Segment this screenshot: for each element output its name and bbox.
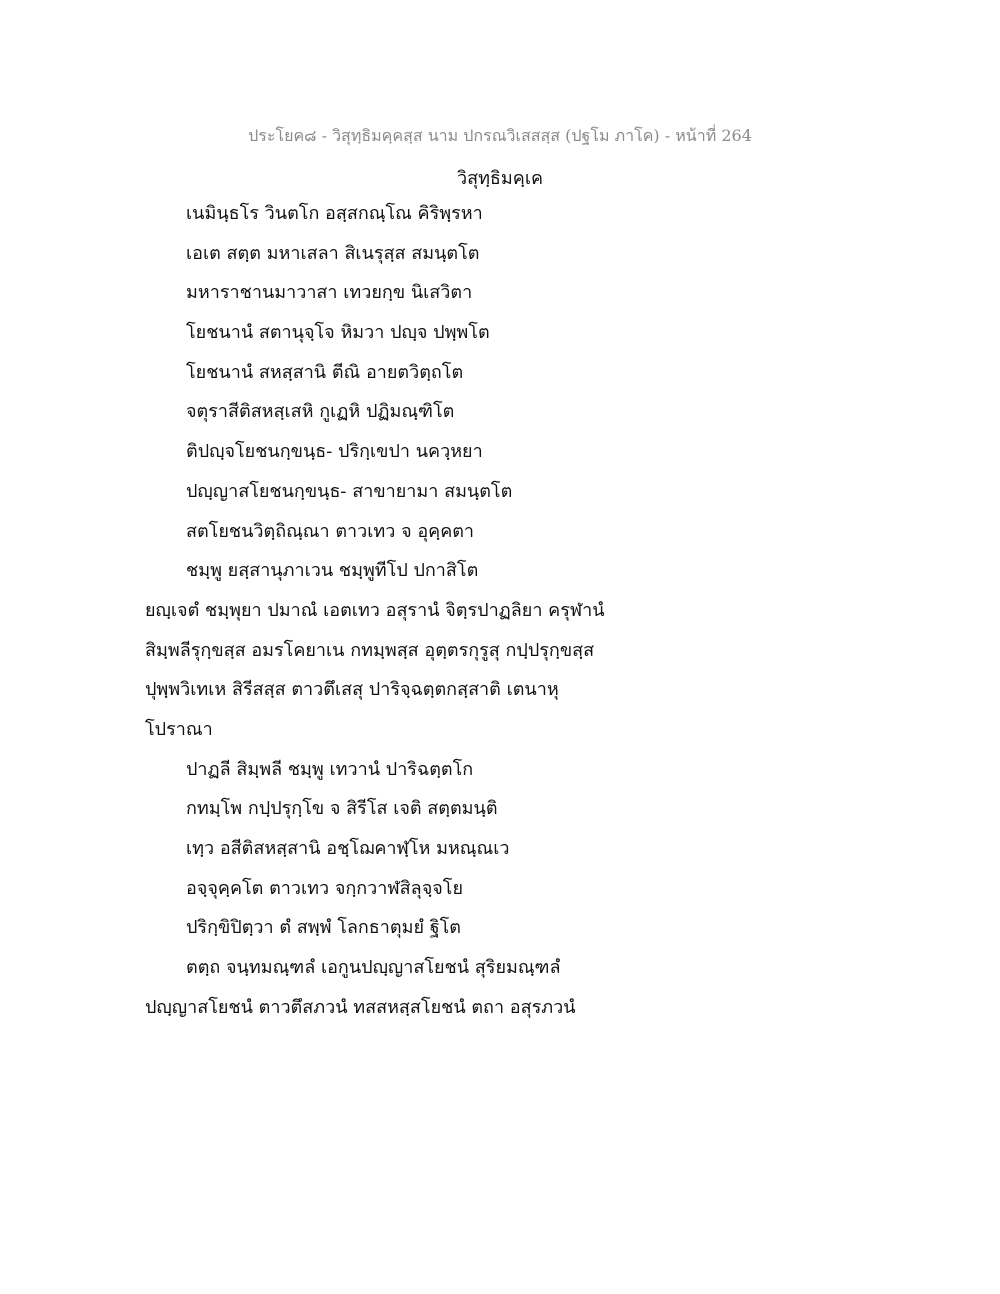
verse-line: เทฺว อสีติสหสฺสานิ อชฺโฌคาฬฺโห มหณฺณเว xyxy=(186,838,510,859)
verse-line: โยชนานํ สตานุจฺโจ หิมวา ปญฺจ ปพฺพโต xyxy=(186,322,490,344)
prose-line: โปราณา xyxy=(145,718,213,740)
verse-line: สตโยชนวิตฺถิณฺณา ตาวเทว จ อุคฺคตา xyxy=(186,520,475,542)
prose-line: ยญฺเจตํ ชมฺพุยา ปมาณํ เอตเทว อสุรานํ จิตฺรปาฏลิยา ครุฬานํ xyxy=(145,599,605,621)
verse-line: เนมินฺธโร วินตโก อสฺสกณฺโณ คิริพฺรหา xyxy=(186,203,483,224)
verse-line: ชมฺพู ยสฺสานุภาเวน ชมฺพูทีโป ปกาสิโต xyxy=(186,560,479,582)
verse-line: เอเต สตฺต มหาเสลา สิเนรุสฺส สมนฺตโต xyxy=(186,242,480,264)
verse-line: อจฺจุคฺคโต ตาวเทว จกฺกวาฬสิลุจฺจโย xyxy=(186,877,464,899)
verse-line: ปญฺญาสโยชนกฺขนฺธ- สาขายามา สมนฺตโต xyxy=(186,480,513,502)
prose-line: สิมฺพลีรุกฺขสฺส อมรโคยาเน กทมฺพสฺส อุตฺตรกุรูสุ กปฺปรุกฺขสฺส xyxy=(145,639,595,661)
verse-line: ปาฏลี สิมฺพลี ชมฺพู เทวานํ ปาริฉตฺตโก xyxy=(186,758,474,780)
prose-line: ปุพฺพวิเทเห สิรีสสฺส ตาวตึเสสุ ปาริจฺฉตฺตกสฺสาติ เตนาหุ xyxy=(145,679,559,701)
section-title: วิสุทฺธิมคฺเค xyxy=(456,168,544,189)
body-text xyxy=(145,198,865,1031)
verse-line: กทมฺโพ กปฺปรุกฺโข จ สิรีโส เจติ สตฺตมนฺติ xyxy=(186,798,498,820)
verse-line: มหาราชานมาวาสา เทวยกฺข นิเสวิตา xyxy=(186,282,473,304)
running-header: ประโยค๘ - วิสุทฺธิมคฺคสฺส นาม ปกรณวิเสสสฺส (ปฐโม ภาโค) - หน้าที่ 264 xyxy=(248,126,752,145)
verse-line: ติปญฺจโยชนกฺขนฺธ- ปริกฺเขปา นควฺหยา xyxy=(186,441,483,463)
verse-line: โยชนานํ สหสฺสานิ ตีณิ อายตวิตฺถโต xyxy=(186,361,464,383)
verse-line: ปริกฺขิปิตฺวา ตํ สพฺพํ โลกธาตุมยํ ฐิโต xyxy=(186,917,462,939)
verse-line: ตตฺถ จนฺทมณฺฑลํ เอกูนปญฺญาสโยชนํ สุริยมณฺฑลํ xyxy=(186,957,561,979)
verse-line: จตุราสีติสหสฺเสหิ กูเฏหิ ปฏิมณฺฑิโต xyxy=(186,401,455,423)
prose-line: ปญฺญาสโยชนํ ตาวตึสภวนํ ทสสหสฺสโยชนํ ตถา อสุรภวนํ xyxy=(145,996,576,1018)
